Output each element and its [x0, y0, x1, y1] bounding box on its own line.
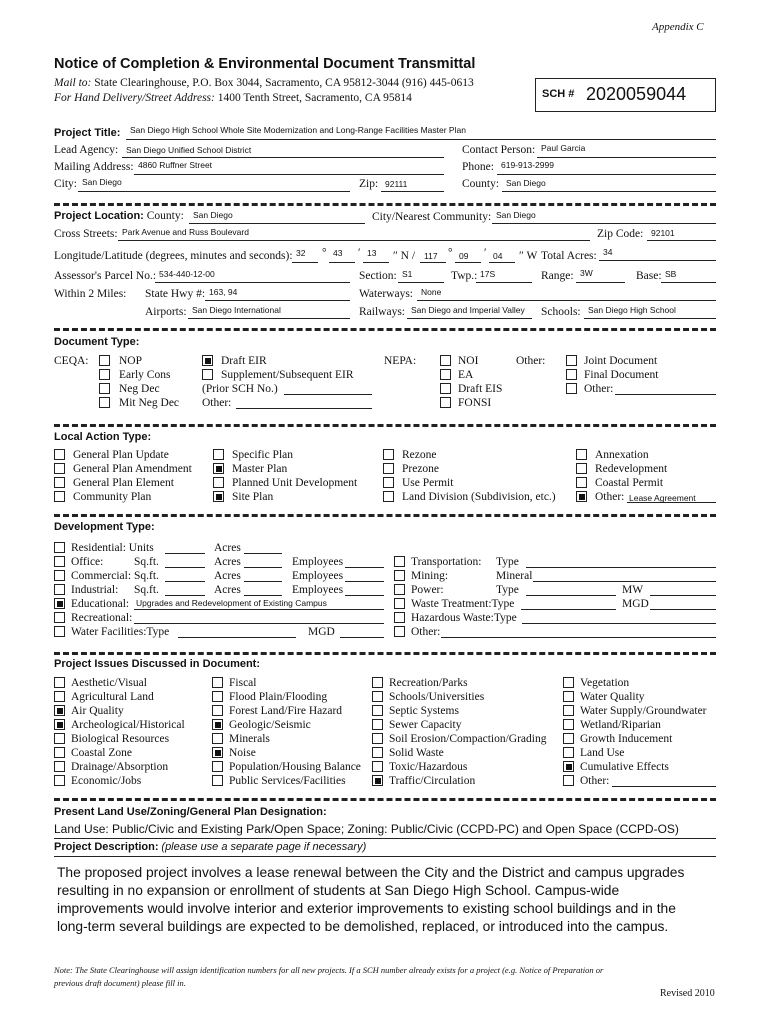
project-description-label: Project Description: [54, 841, 159, 853]
footnote [54, 964, 603, 990]
county-value[interactable]: San Diego [506, 178, 546, 188]
issue-checkbox[interactable] [212, 719, 223, 730]
issue-option: Land Use [580, 747, 625, 759]
local-action-checkbox[interactable] [213, 463, 224, 474]
twp-value[interactable]: 17S [480, 269, 496, 279]
longitude-minutes[interactable]: 09 [459, 251, 469, 261]
local-action-option: Master Plan [232, 463, 288, 475]
longitude-seconds[interactable]: 04 [493, 251, 503, 261]
local-action-option: Specific Plan [232, 449, 293, 461]
project-description-text[interactable] [57, 864, 684, 936]
project-title-label: Project Title: [54, 127, 121, 139]
fill-line[interactable] [650, 609, 716, 610]
fill-line[interactable] [134, 623, 384, 624]
state-hwy-label: State Hwy #: [145, 288, 206, 300]
local-action-option: Prezone [402, 463, 440, 475]
local-action-option: Land Division (Subdivision, etc.) [402, 491, 556, 503]
hand-delivery-address: 1400 Tenth Street, Sacramento, CA 95814 [217, 92, 412, 104]
dev-commercial-checkbox[interactable] [54, 570, 65, 581]
employees-label: Employees [292, 570, 344, 582]
sqft-label: Sq.ft. [134, 556, 159, 568]
issue-checkbox[interactable] [563, 733, 574, 744]
community-label: City/Nearest Community: [372, 211, 492, 223]
county-label: County: [462, 178, 500, 190]
ceqa-option: Early Cons [119, 369, 171, 381]
acres-label: Acres [214, 570, 241, 582]
local-action-option: Annexation [595, 449, 649, 461]
lead-agency-value[interactable]: San Diego Unified School District [126, 145, 252, 155]
dev-power-checkbox[interactable] [394, 584, 405, 595]
local-action-option: Rezone [402, 449, 437, 461]
fill-line[interactable] [615, 394, 716, 395]
waterways-value[interactable]: None [421, 287, 442, 297]
north-label: ″ N / [393, 250, 416, 262]
issue-checkbox[interactable] [372, 691, 383, 702]
issue-checkbox[interactable] [563, 775, 574, 786]
issue-checkbox[interactable] [54, 719, 65, 730]
issue-checkbox[interactable] [372, 677, 383, 688]
issue-option: Minerals [229, 733, 270, 745]
dev-residential-label: Residential: Units [71, 542, 154, 554]
fill-line[interactable] [650, 595, 716, 596]
issue-checkbox[interactable] [54, 691, 65, 702]
local-action-option: Community Plan [73, 491, 152, 503]
dev-residential-checkbox[interactable] [54, 542, 65, 553]
supplement-eir-checkbox[interactable] [202, 369, 213, 380]
local-action-option: Other: [595, 491, 625, 503]
project-title-value[interactable]: San Diego High School Whole Site Modernization and Long-Range Facilities Master Plan [130, 125, 466, 135]
fill-line[interactable] [340, 637, 384, 638]
dev-educational-checkbox[interactable] [54, 598, 65, 609]
issue-option: Agricultural Land [71, 691, 154, 703]
dev-industrial-label: Industrial: [71, 584, 119, 596]
local-action-option: General Plan Amendment [73, 463, 192, 475]
location-county-label: County: [146, 210, 184, 222]
dev-other-checkbox[interactable] [394, 626, 405, 637]
issue-checkbox[interactable] [212, 775, 223, 786]
ceqa-checkbox[interactable] [99, 383, 110, 394]
land-use-value[interactable]: Land Use: Public/Civic and Existing Park/Open Space; Zoning: Public/Civic (CCPD-PC) and Open Space (CCPD-OS) [54, 822, 679, 836]
fill-line[interactable] [345, 581, 384, 582]
type-label: Type [496, 584, 519, 596]
employees-label: Employees [292, 584, 344, 596]
issue-option: Septic Systems [389, 705, 459, 717]
nepa-checkbox[interactable] [440, 397, 451, 408]
contact-value[interactable]: Paul Garcia [541, 143, 586, 153]
fill-line[interactable] [612, 786, 716, 787]
state-hwy-value[interactable]: 163, 94 [209, 287, 238, 297]
fill-line[interactable] [244, 581, 282, 582]
base-label: Base: [636, 270, 662, 282]
local-action-option: Planned Unit Development [232, 477, 358, 489]
latitude-degrees[interactable]: 32 [296, 248, 306, 258]
latitude-minutes[interactable]: 43 [333, 248, 343, 258]
description-line: long-term several buildings are expected to be demolished, replaced, or introduced into the campus. [57, 919, 669, 934]
acres-label: Acres [214, 584, 241, 596]
dev-transport-label: Transportation: [411, 556, 482, 568]
fill-line[interactable] [165, 553, 205, 554]
contact-label: Contact Person: [462, 144, 536, 156]
range-value[interactable]: 3W [580, 268, 593, 278]
range-label: Range: [541, 270, 574, 282]
issue-checkbox[interactable] [212, 705, 223, 716]
dev-mining-checkbox[interactable] [394, 570, 405, 581]
revised-label: Revised 2010 [660, 988, 715, 999]
fill-line[interactable] [244, 567, 282, 568]
other-doc-option: Other: [584, 383, 614, 395]
fill-line[interactable] [345, 567, 384, 568]
dev-other-label: Other: [411, 626, 441, 638]
dev-mining-label: Mining: [411, 570, 449, 582]
fill-line[interactable] [526, 567, 716, 568]
mail-to-label: Mail to: [54, 77, 92, 89]
issue-option: Public Services/Facilities [229, 775, 346, 787]
issue-checkbox[interactable] [372, 747, 383, 758]
local-action-option: Coastal Permit [595, 477, 664, 489]
issue-checkbox[interactable] [212, 677, 223, 688]
issue-checkbox[interactable] [563, 761, 574, 772]
local-action-option: General Plan Update [73, 449, 169, 461]
dev-transport-checkbox[interactable] [394, 556, 405, 567]
local-action-checkbox[interactable] [383, 491, 394, 502]
fill-line[interactable] [244, 553, 282, 554]
issue-option: Recreation/Parks [389, 677, 468, 689]
railways-label: Railways: [359, 306, 405, 318]
local-action-checkbox[interactable] [54, 463, 65, 474]
mw-label: MW [622, 584, 644, 596]
local-action-checkbox[interactable] [576, 449, 587, 460]
footnote-line: Note: The State Clearinghouse will assign identification numbers for all new projects. If a SCH number already exists for a project (e.g. Notice of Preparation or [54, 965, 604, 975]
phone-label: Phone: [462, 161, 494, 173]
issue-option: Other: [580, 775, 610, 787]
description-line: The proposed project involves a lease renewal between the City and the District and campus upgrades [57, 865, 685, 880]
dev-educational-value: Upgrades and Redevelopment of Existing Campus [136, 598, 327, 608]
mgd-label: MGD [308, 626, 335, 638]
other-doc-checkbox[interactable] [566, 369, 577, 380]
latlong-label: Longitude/Latitude (degrees, minutes and seconds): [54, 250, 293, 262]
footnote-line: previous draft document) please fill in. [54, 978, 186, 988]
nepa-option: Draft EIS [458, 383, 503, 395]
nepa-checkbox[interactable] [440, 355, 451, 366]
issue-option: Water Supply/Groundwater [580, 705, 707, 717]
project-issues-label: Project Issues Discussed in Document: [54, 658, 261, 670]
issue-checkbox[interactable] [54, 775, 65, 786]
hand-delivery-label: For Hand Delivery/Street Address: [54, 92, 215, 104]
west-label: ″ W [519, 250, 538, 262]
issue-option: Toxic/Hazardous [389, 761, 468, 773]
railways-value[interactable]: San Diego and Imperial Valley [411, 305, 525, 315]
issue-option: Coastal Zone [71, 747, 132, 759]
schools-value[interactable]: San Diego High School [588, 305, 676, 315]
section-label: Section: [359, 270, 397, 282]
issue-checkbox[interactable] [54, 733, 65, 744]
issue-checkbox[interactable] [54, 705, 65, 716]
latitude-seconds[interactable]: 13 [367, 248, 377, 258]
total-acres-value[interactable]: 34 [603, 247, 613, 257]
degree-symbol: ° [322, 247, 327, 259]
issue-option: Archeological/Historical [71, 719, 185, 731]
nepa-option: NOI [458, 355, 479, 367]
nepa-option: EA [458, 369, 474, 381]
issue-checkbox[interactable] [563, 747, 574, 758]
community-value[interactable]: San Diego [496, 210, 536, 220]
ceqa-checkbox[interactable] [99, 397, 110, 408]
sqft-label: Sq.ft. [134, 570, 159, 582]
appendix-label: Appendix C [652, 21, 704, 33]
issue-checkbox[interactable] [563, 691, 574, 702]
fill-line[interactable] [521, 609, 616, 610]
dev-waste-label: Waste Treatment:Type [411, 598, 515, 610]
issue-option: Traffic/Circulation [389, 775, 476, 787]
ceqa-option: Supplement/Subsequent EIR [221, 369, 354, 381]
within-2-miles-label: Within 2 Miles: [54, 288, 127, 300]
acres-label: Acres [214, 542, 241, 554]
local-action-type-label: Local Action Type: [54, 431, 152, 443]
issue-checkbox[interactable] [54, 761, 65, 772]
document-type-label: Document Type: [54, 336, 140, 348]
type-label: Type [496, 556, 519, 568]
dev-waste-checkbox[interactable] [394, 598, 405, 609]
local-action-checkbox[interactable] [383, 449, 394, 460]
local-action-checkbox[interactable] [576, 491, 587, 502]
issue-checkbox[interactable] [54, 677, 65, 688]
minute-symbol: ′ [358, 247, 361, 259]
local-action-checkbox[interactable] [213, 449, 224, 460]
phone-value[interactable]: 619-913-2999 [501, 160, 554, 170]
fill-line[interactable] [345, 595, 384, 596]
ceqa-checkbox[interactable] [99, 369, 110, 380]
issue-option: Flood Plain/Flooding [229, 691, 328, 703]
description-line: resulting in no expansion or enrollment of students at San Diego High School. Campus-wide [57, 883, 620, 898]
dev-office-checkbox[interactable] [54, 556, 65, 567]
dev-office-label: Office: [71, 556, 104, 568]
schools-label: Schools: [541, 306, 581, 318]
ceqa-option: NOP [119, 355, 143, 367]
ceqa-option: Neg Dec [119, 383, 160, 395]
dev-water-checkbox[interactable] [54, 626, 65, 637]
issue-checkbox[interactable] [54, 747, 65, 758]
issue-option: Aesthetic/Visual [71, 677, 147, 689]
location-zip-label: Zip Code: [597, 228, 644, 240]
other-doc-checkbox[interactable] [566, 383, 577, 394]
draft-eir-checkbox[interactable] [202, 355, 213, 366]
city-value[interactable]: San Diego [82, 177, 122, 187]
fill-line[interactable] [134, 609, 384, 610]
fill-line[interactable] [178, 637, 296, 638]
total-acres-label: Total Acres: [541, 250, 597, 262]
sch-label: SCH # [542, 88, 575, 100]
development-type-label: Development Type: [54, 521, 155, 533]
dev-water-label: Water Facilities:Type [71, 626, 170, 638]
issue-option: Wetland/Riparian [580, 719, 661, 731]
apn-label: Assessor's Parcel No.: [54, 270, 157, 282]
dev-hazard-label: Hazardous Waste:Type [411, 612, 517, 624]
airports-value[interactable]: San Diego International [192, 305, 281, 315]
apn-value[interactable]: 534-440-12-00 [159, 269, 215, 279]
issue-option: Growth Inducement [580, 733, 673, 745]
issue-option: Forest Land/Fire Hazard [229, 705, 343, 717]
issue-checkbox[interactable] [372, 705, 383, 716]
dev-recreational-checkbox[interactable] [54, 612, 65, 623]
issue-option: Geologic/Seismic [229, 719, 311, 731]
local-other-value: Lease Agreement [629, 493, 696, 503]
land-use-label: Present Land Use/Zoning/General Plan Designation: [54, 806, 327, 818]
issue-option: Air Quality [71, 705, 124, 717]
issue-option: Fiscal [229, 677, 257, 689]
dev-power-label: Power: [411, 584, 444, 596]
section-value[interactable]: S1 [402, 269, 413, 279]
local-action-checkbox[interactable] [54, 449, 65, 460]
ceqa-label: CEQA: [54, 355, 89, 367]
issue-checkbox[interactable] [212, 761, 223, 772]
issue-checkbox[interactable] [372, 775, 383, 786]
local-action-checkbox[interactable] [54, 491, 65, 502]
nepa-option: FONSI [458, 397, 492, 409]
dev-industrial-checkbox[interactable] [54, 584, 65, 595]
issue-option: Vegetation [580, 677, 630, 689]
issue-option: Cumulative Effects [580, 761, 669, 773]
mineral-label: Mineral [496, 570, 533, 582]
issue-checkbox[interactable] [372, 719, 383, 730]
waterways-label: Waterways: [359, 288, 413, 300]
zip-value[interactable]: 92111 [385, 179, 408, 189]
issue-checkbox[interactable] [563, 677, 574, 688]
sch-number[interactable]: 2020059044 [586, 84, 687, 104]
issue-checkbox[interactable] [563, 719, 574, 730]
base-value[interactable]: SB [665, 269, 677, 279]
mailing-address-label: Mailing Address: [54, 161, 134, 173]
ceqa-other-label: Other: [202, 397, 232, 409]
form-title: Notice of Completion & Environmental Document Transmittal [54, 56, 476, 72]
issue-checkbox[interactable] [372, 761, 383, 772]
other-doc-option: Joint Document [584, 355, 658, 367]
issue-checkbox[interactable] [212, 733, 223, 744]
local-action-option: Redevelopment [595, 463, 668, 475]
local-action-option: General Plan Element [73, 477, 174, 489]
project-location-label: Project Location: [54, 210, 144, 222]
fill-line[interactable] [522, 623, 716, 624]
issue-option: Solid Waste [389, 747, 444, 759]
issue-option: Sewer Capacity [389, 719, 462, 731]
cross-streets-label: Cross Streets: [54, 228, 118, 240]
dev-commercial-label: Commercial: [71, 570, 132, 582]
local-action-checkbox[interactable] [54, 477, 65, 488]
issue-checkbox[interactable] [212, 691, 223, 702]
nepa-checkbox[interactable] [440, 369, 451, 380]
city-label: City: [54, 178, 78, 190]
local-action-checkbox[interactable] [383, 477, 394, 488]
lead-agency-label: Lead Agency: [54, 144, 119, 156]
issue-option: Schools/Universities [389, 691, 485, 703]
issue-option: Water Quality [580, 691, 645, 703]
ceqa-option: Draft EIR [221, 355, 267, 367]
fill-line[interactable] [441, 637, 716, 638]
sch-box [535, 78, 716, 112]
dev-educational-label: Educational: [71, 598, 130, 610]
local-action-checkbox[interactable] [213, 491, 224, 502]
fill-line[interactable] [165, 581, 205, 582]
employees-label: Employees [292, 556, 344, 568]
local-action-checkbox[interactable] [576, 477, 587, 488]
local-action-checkbox[interactable] [576, 463, 587, 474]
local-action-option: Use Permit [402, 477, 454, 489]
twp-label: Twp.: [451, 270, 478, 282]
mailing-address-value[interactable]: 4860 Ruffner Street [138, 160, 213, 170]
description-line: improvements would involve interior and exterior improvements to existing school buildings and in the [57, 901, 676, 916]
issue-checkbox[interactable] [372, 733, 383, 744]
issue-option: Biological Resources [71, 733, 170, 745]
issue-option: Economic/Jobs [71, 775, 142, 787]
other-doc-checkbox[interactable] [566, 355, 577, 366]
project-description-note: (please use a separate page if necessary) [161, 841, 367, 853]
issue-checkbox[interactable] [212, 747, 223, 758]
nepa-checkbox[interactable] [440, 383, 451, 394]
other-doc-label: Other: [516, 355, 546, 367]
acres-label: Acres [214, 556, 241, 568]
airports-label: Airports: [145, 306, 187, 318]
local-action-checkbox[interactable] [213, 477, 224, 488]
fill-line[interactable] [284, 394, 372, 395]
ceqa-checkbox[interactable] [99, 355, 110, 366]
local-action-checkbox[interactable] [383, 463, 394, 474]
mgd-label: MGD [622, 598, 649, 610]
issue-option: Soil Erosion/Compaction/Grading [389, 733, 547, 745]
mail-to-address: State Clearinghouse, P.O. Box 3044, Sacramento, CA 95812-3044 (916) 445-0613 [94, 77, 474, 89]
cross-streets-value[interactable]: Park Avenue and Russ Boulevard [122, 227, 249, 237]
location-county-value[interactable]: San Diego [193, 210, 233, 220]
prior-sch-label: (Prior SCH No.) [202, 383, 278, 395]
ceqa-option: Mit Neg Dec [119, 397, 180, 409]
fill-line[interactable] [236, 408, 372, 409]
issue-option: Population/Housing Balance [229, 761, 361, 773]
issue-option: Noise [229, 747, 256, 759]
other-doc-option: Final Document [584, 369, 659, 381]
fill-line[interactable] [526, 595, 616, 596]
dev-recreational-label: Recreational: [71, 612, 133, 624]
issue-option: Drainage/Absorption [71, 761, 169, 773]
issue-checkbox[interactable] [563, 705, 574, 716]
longitude-degrees[interactable]: 117 [424, 251, 438, 261]
zip-label: Zip: [359, 178, 379, 190]
location-zip-value[interactable]: 92101 [651, 228, 675, 238]
minute-symbol: ′ [484, 247, 487, 259]
dev-hazard-checkbox[interactable] [394, 612, 405, 623]
fill-line[interactable] [165, 567, 205, 568]
fill-line[interactable] [533, 581, 716, 582]
degree-symbol: ° [448, 247, 453, 259]
local-action-option: Site Plan [232, 491, 274, 503]
sqft-label: Sq.ft. [134, 584, 159, 596]
nepa-label: NEPA: [384, 355, 417, 367]
